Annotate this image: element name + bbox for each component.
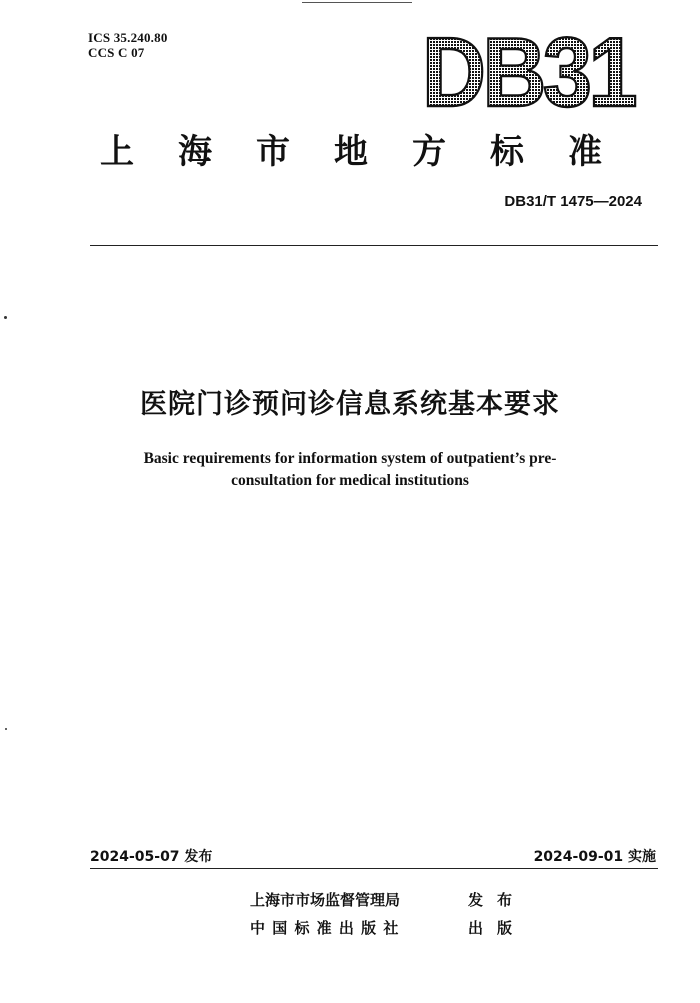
publisher-role: 出版	[468, 919, 527, 937]
header-rule	[90, 245, 658, 246]
ics-code: ICS 35.240.80	[88, 30, 168, 45]
ccs-code: CCS C 07	[88, 45, 145, 60]
publisher-name: 中 国 标 准 出 版 社	[250, 919, 400, 937]
top-edge-line	[302, 2, 412, 3]
title-english-line-1: Basic requirements for information system of outpatient’s pre-	[143, 450, 557, 467]
margin-speck	[5, 728, 7, 730]
svg-text:DB31: DB31	[422, 26, 636, 116]
standard-type-heading: 上海市地方标准	[100, 132, 646, 172]
release-date: 2024-05-07 发布	[90, 849, 213, 865]
issuer-role: 发布	[468, 891, 527, 909]
margin-speck	[4, 316, 7, 319]
issuer-name: 上海市市场监督管理局	[250, 891, 401, 909]
title-chinese: 医院门诊预问诊信息系统基本要求	[140, 389, 560, 420]
title-english-line-2: consultation for medical institutions	[231, 472, 469, 489]
footer-rule	[90, 868, 658, 869]
db31-mark	[418, 26, 638, 116]
standard-number: DB31/T 1475—2024	[504, 193, 642, 210]
implementation-date: 2024-09-01 实施	[533, 849, 656, 865]
